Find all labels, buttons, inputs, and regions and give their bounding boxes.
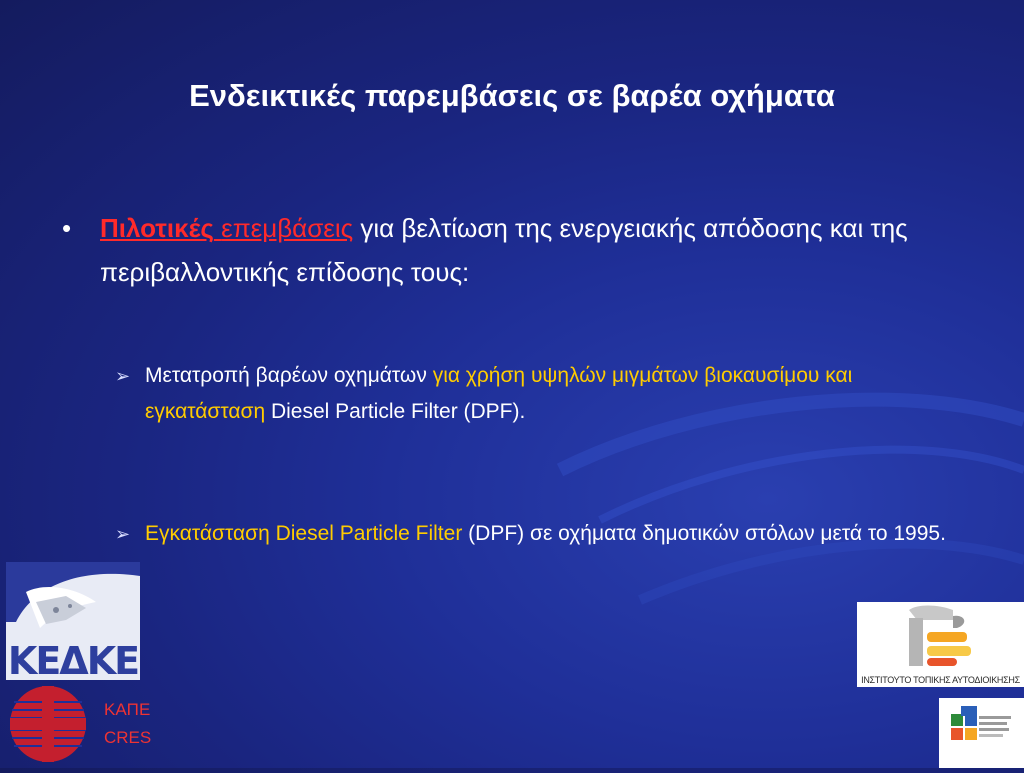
ito-logo-text: ΙΝΣΤΙΤΟΥΤΟ ΤΟΠΙΚΗΣ ΑΥΤΟΔΙΟΙΚΗΣΗΣ: [861, 675, 1020, 685]
kedke-emblem-icon: [6, 562, 140, 680]
slide-title: Ενδεικτικές παρεμβάσεις σε βαρέα οχήματα: [189, 78, 835, 113]
sub-bullet-1-after: Diesel Particle Filter (DPF).: [270, 400, 526, 423]
bullet-marker: •: [62, 213, 72, 243]
kape-emblem-icon: [6, 682, 96, 766]
main-bullet-body: για βελτίωση της ενεργειακής απόδοσης και της περιβαλλοντικής επίδοσης τους:: [100, 213, 908, 287]
sub-bullet-2-text: [145, 512, 975, 556]
sub-bullet-2-highlight: Εγκατάσταση Diesel Particle Filter: [145, 522, 463, 545]
kedke-logo: [6, 562, 140, 680]
arrow-bullet-icon: ➢: [115, 366, 131, 386]
highlight-pilot: Πιλοτικές: [100, 213, 214, 243]
sub-bullet-2-after: (DPF) σε οχήματα δημοτικών στόλων μετά το 1995.: [468, 522, 946, 545]
arrow-bullet-icon: ➢: [115, 524, 131, 544]
highlight-interventions: επεμβάσεις: [221, 213, 354, 243]
ito-logo: [857, 602, 1024, 687]
main-bullet: [62, 206, 962, 294]
sub-bullet-1-before: Μετατροπή βαρέων οχημάτων: [145, 364, 427, 387]
sub-bullet-2: [115, 512, 975, 556]
kape-logo: [6, 682, 176, 766]
main-bullet-text: [100, 206, 920, 294]
cres-label: CRES: [104, 728, 152, 747]
kedke-logo-text: ΚΕΔΚΕ: [7, 639, 139, 680]
kape-label: ΚΑΠΕ: [104, 700, 151, 719]
sub-bullet-1-text: [145, 358, 975, 430]
egr-logo: [939, 698, 1024, 768]
ito-emblem-icon: [857, 602, 1024, 677]
sub-bullet-1: [115, 358, 975, 430]
sub-bullet-1-highlight: για χρήση υψηλών μιγμάτων βιοκαυσίμου και εγκατάσταση: [145, 364, 853, 423]
egr-emblem-icon: [939, 698, 1024, 768]
